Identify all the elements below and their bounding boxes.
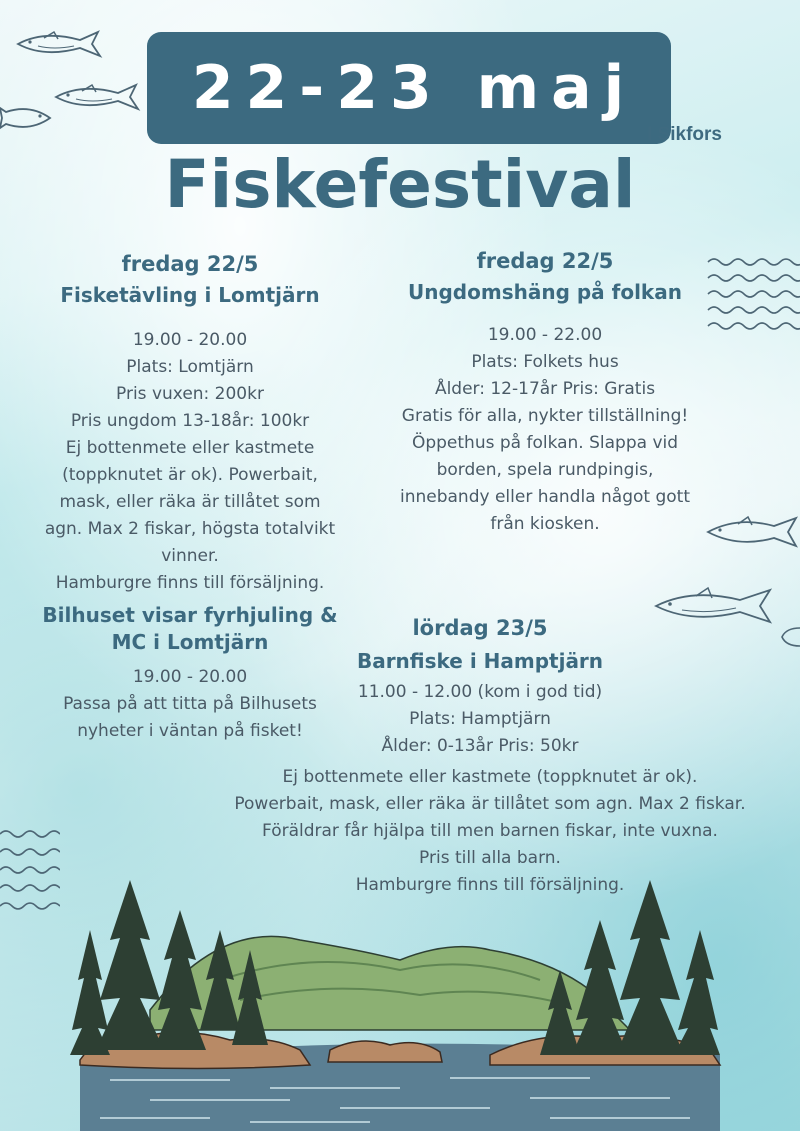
event-line: nyheter i väntan på fisket! — [77, 721, 303, 741]
event-line: 19.00 - 20.00 — [132, 667, 248, 687]
page-title: Fiskefestival — [164, 146, 636, 223]
event-day: fredag 22/5 — [476, 249, 614, 273]
event-line: från kiosken. — [490, 514, 600, 534]
event-location: I Sikfors — [647, 124, 722, 145]
fish-icon — [780, 624, 800, 650]
fish-icon — [14, 28, 106, 60]
event-line: Föräldrar får hjälpa till men barnen fiskar, inte vuxna. — [262, 821, 718, 841]
event-line: Ej bottenmete eller kastmete — [65, 438, 315, 458]
wave-lines-icon — [0, 826, 60, 912]
event-line: Gratis för alla, nykter tillställning! — [401, 406, 689, 426]
event-line: Pris vuxen: 200kr — [116, 384, 264, 404]
event-line: Hamburgre finns till försäljning. — [355, 875, 625, 895]
event-line: Ej bottenmete eller kastmete (toppknutet är ok). — [282, 767, 698, 787]
event-line: borden, spela rundpingis, — [436, 460, 654, 480]
event-title: Fisketävling i Lomtjärn — [60, 283, 320, 307]
event-fishing-competition — [20, 252, 360, 597]
event-line: Plats: Hamptjärn — [409, 709, 551, 729]
fish-icon — [52, 80, 144, 114]
event-kids-fishing — [330, 616, 630, 760]
event-line: innebandy eller handla något gott — [399, 487, 690, 507]
event-line: Powerbait, mask, eller räka är tillåtet som agn. Max 2 fiskar. — [234, 794, 746, 814]
event-line: Pris till alla barn. — [419, 848, 561, 868]
fish-icon — [652, 582, 776, 630]
event-day: fredag 22/5 — [121, 252, 259, 276]
event-line: vinner. — [161, 546, 219, 566]
event-line: 11.00 - 12.00 (kom i god tid) — [357, 682, 603, 702]
event-line: Ålder: 12-17år Pris: Gratis — [434, 379, 656, 399]
event-title: Barnfiske i Hamptjärn — [356, 649, 604, 673]
event-youth-hangout — [374, 249, 716, 538]
event-line: Plats: Folkets hus — [471, 352, 619, 372]
fish-icon — [0, 100, 52, 136]
event-title: MC i Lomtjärn — [111, 630, 269, 654]
event-line: (toppknutet är ok). Powerbait, — [62, 465, 318, 485]
event-line: Ålder: 0-13år Pris: 50kr — [381, 736, 579, 756]
event-line: Plats: Lomtjärn — [126, 357, 254, 377]
event-dates: 22-23 maj — [191, 53, 637, 123]
lake-landscape-illustration — [70, 860, 730, 1131]
event-line: Passa på att titta på Bilhusets — [63, 694, 317, 714]
event-day: lördag 23/5 — [412, 616, 548, 640]
fish-icon — [704, 512, 800, 552]
event-title: Bilhuset visar fyrhjuling & — [42, 603, 338, 627]
event-line: 19.00 - 20.00 — [132, 330, 248, 350]
event-line: Hamburgre finns till försäljning. — [55, 573, 325, 593]
event-title: Ungdomshäng på folkan — [408, 280, 682, 304]
event-bilhuset — [20, 602, 360, 745]
event-line: 19.00 - 22.00 — [487, 325, 603, 345]
date-banner — [147, 32, 671, 144]
event-line: Pris ungdom 13-18år: 100kr — [70, 411, 310, 431]
event-line: Öppethus på folkan. Slappa vid — [411, 433, 679, 453]
event-line: mask, eller räka är tillåtet som — [59, 492, 321, 512]
wave-lines-icon — [706, 256, 800, 336]
event-line: agn. Max 2 fiskar, högsta totalvikt — [44, 519, 336, 539]
